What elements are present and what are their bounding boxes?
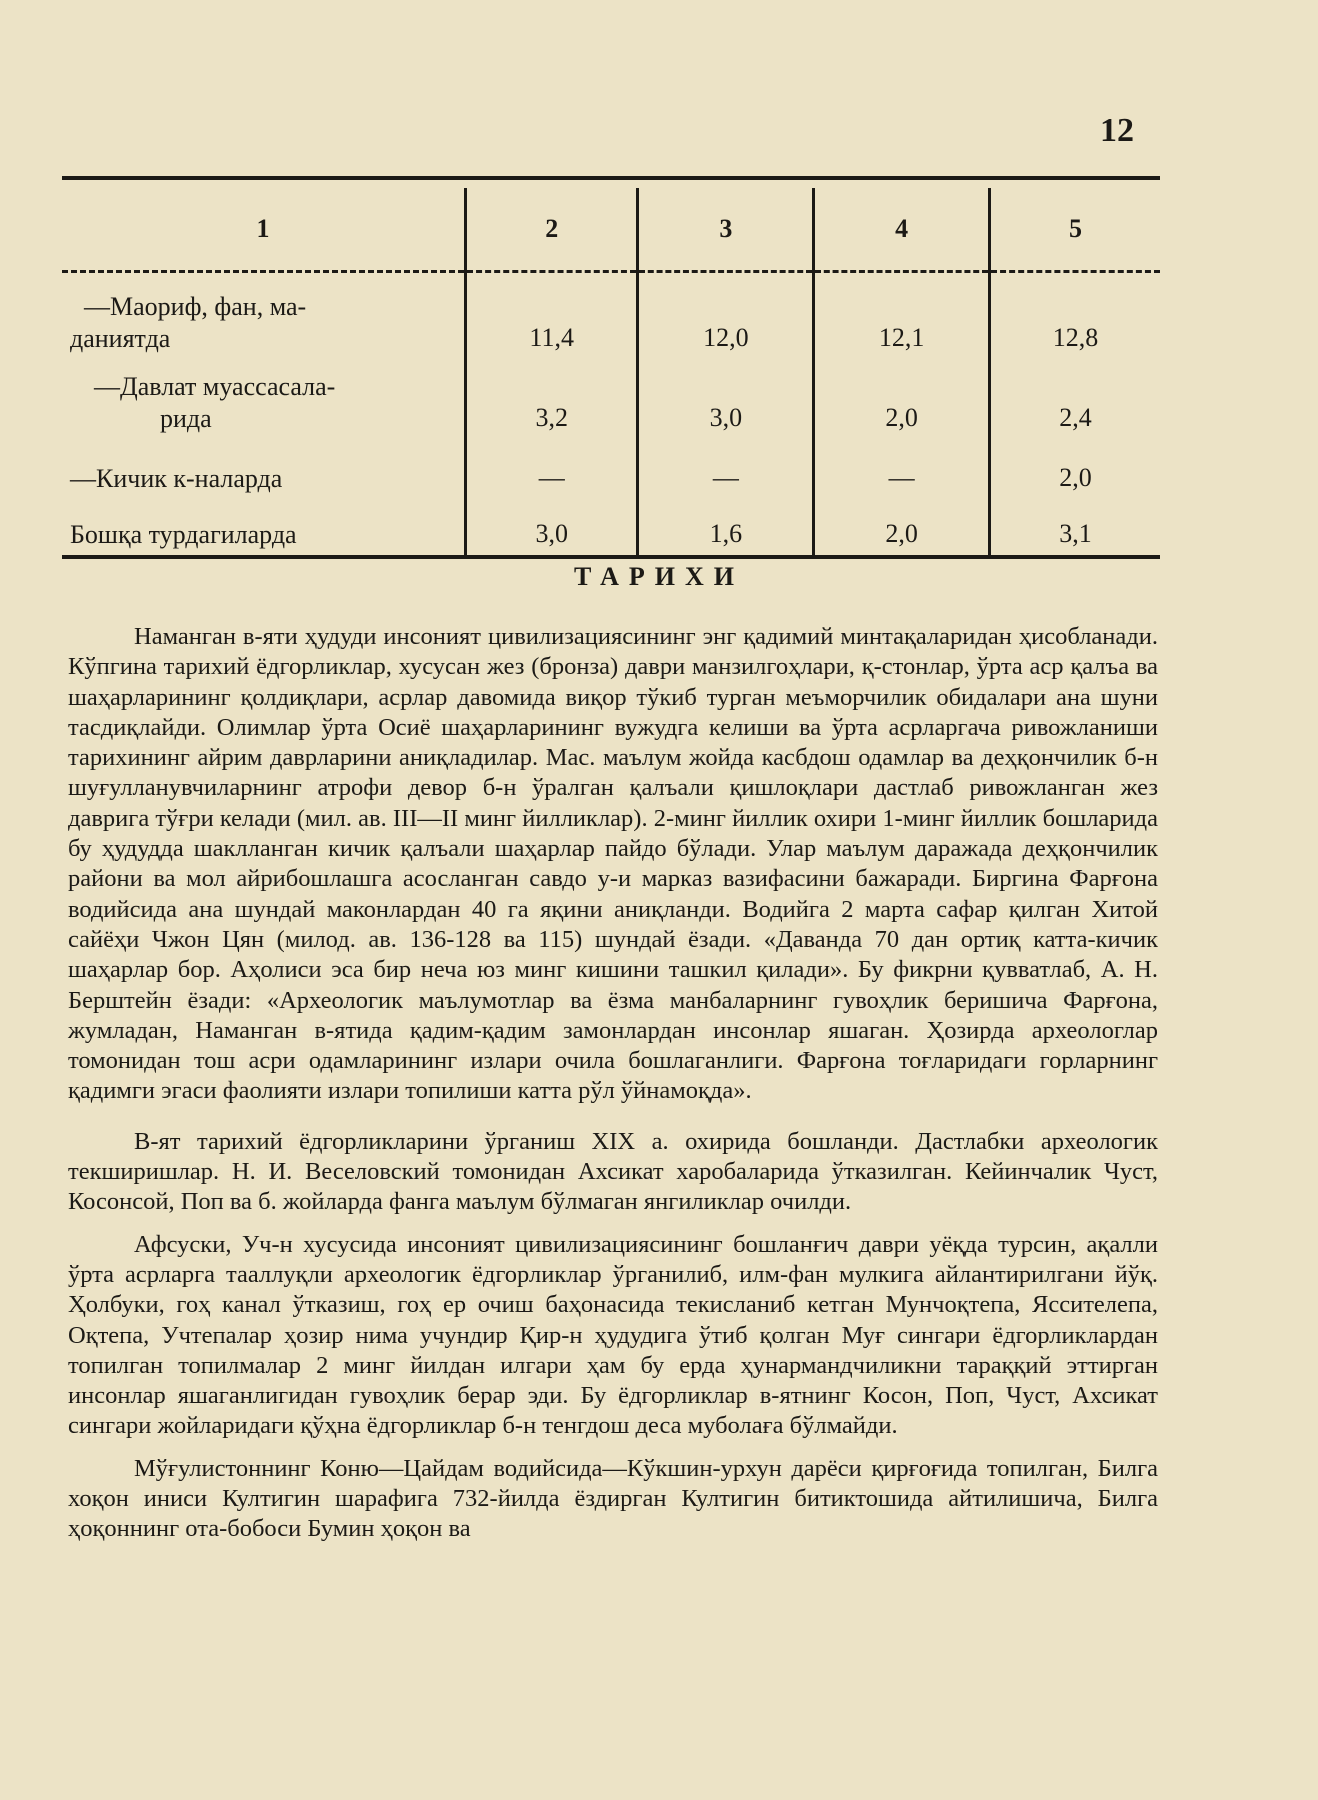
table-cell: — (638, 435, 814, 495)
table-row (62, 495, 1160, 557)
row-label (62, 495, 466, 557)
row-label (62, 272, 466, 356)
row-label-line: —Давлат муассасала- (94, 372, 336, 401)
paragraph: В-ят тарихий ёдгорликларини ўрганиш XIX а. охирида бошланди. Дастлабки археологик текширишлар. Н. И. Веселовский томонидан Ахсикат харобаларида ўтказилган. Кейинчалик Чуст, Косонсой, Поп ва б. жойларда фанга маълум бўлмаган янгиликлар очилди. (68, 1127, 1158, 1216)
row-label-line: —Маориф, фан, ма- (84, 292, 307, 321)
table-cell: — (466, 435, 638, 495)
paragraph: Наманган в-яти ҳудуди инсоният цивилизациясининг энг қадимий минтақаларидан ҳисобланади. Кўпгина тарихий ёдгорликлар, хусусан жез (бронза) даври манзилгоҳлари, қ-стонлар, ўрта аср қалъа ва шаҳарларининг қолдиқлари, асрлар давомида виқор тўкиб турган меъморчилик обидалари ана шуни тасдиқлайди. Олимлар ўрта Осиё шаҳарларининг вужудга келиши ва ўрта асрларгача ривожланиши тарихининг айрим даврларини аниқладилар. Мас. маълум жойда касбдош одамлар ва деҳқончилик б-н шуғулланувчиларнинг атрофи девор б-н ўралган қалъали қишлоқлари дастлаб ривожланган жез даврига тўғри келади (мил. ав. III—II минг йилликлар). 2-минг йиллик охири 1-минг йиллик бошларида бу ҳудудда шаклланган кичик қалъали шаҳарлар пайдо бўлади. Улар маълум даражада деҳқончилик райони ва мол айрибошлашга асосланган савдо у-и марказ вазифасини бажаради. Биргина Фарғона водийсида ана шундай маконлардан 40 га яқини аниқланди. Водийга 2 марта сафар қилган Хитой сайёҳи Чжон Цян (милод. ав. 136-128 ва 115) шундай ёзади. «Даванда 70 дан ортиқ катта-кичик шаҳарлар бор. Аҳолиси эса бир неча юз минг кишини ташкил қилади». Бу фикрни қувватлаб, А. Н. Берштейн ёзади: «Археологик маълумотлар ва ёзма манбаларнинг гувоҳлик беришича Фарғона, жумладан, Наманган в-ятида қадим-қадим замонлардан инсонлар яшаган. Ҳозирда археологлар томонидан тош асри одамларининг излари очила бошлаганлиги. Фарғона тоғларидаги горларнинг қадимги эгаси фаолияти излари топилиши катта рўл ўйнамоқда». (68, 623, 1158, 1105)
article-body (68, 622, 1158, 1545)
row-label (62, 355, 466, 435)
table-row (62, 355, 1160, 435)
row-label-line: —Кичик к-наларда (70, 464, 283, 493)
table-cell: 2,0 (990, 435, 1160, 495)
statistics-table (62, 188, 1160, 559)
column-header-2: 2 (466, 188, 638, 272)
column-header-3: 3 (638, 188, 814, 272)
column-header-1: 1 (62, 188, 466, 272)
table-header-row (62, 188, 1160, 272)
paragraph: Афсуски, Уч-н хусусида инсоният цивилизациясининг бошланғич даври уёқда турсин, ақалли ўрта асрларга тааллуқли археологик ёдгорликлар ўрганилиб, илм-фан мулкига айлантирилгани йўқ. Ҳолбуки, гоҳ канал ўтказиш, гоҳ ер очиш баҳонасида текисланиб кетган Мунчоқтепа, Яссителепа, Оқтепа, Учтепалар ҳозир нима учундир Қир-н ҳудудига ўтиб қолган Муғ сингари ёдгорликлардан топилган топилмалар 2 минг йилдан илгари ҳам бу ерда ҳунармандчиликни тараққий эттирган инсонлар яшаганлигидан гувоҳлик берар эди. Бу ёдгорликлар в-ятнинг Косон, Поп, Чуст, Ахсикат сингари жойларидаги қўҳна ёдгорликлар б-н тенгдош деса муболаға бўлмайди. (68, 1230, 1158, 1440)
page-number: 12 (1100, 112, 1134, 149)
paragraph: Мўғулистоннинг Коню—Цайдам водийсида—Кўкшин-урхун дарёси қирғоғида топилган, Билга хоқон иниси Култигин шарафига 732-йилда ёздирган Култигин битиктошида айтилишича, Билга ҳоқоннинг ота-бобоси Бумин ҳоқон ва (68, 1454, 1158, 1543)
table-cell: 3,0 (638, 355, 814, 435)
table-cell: 3,2 (466, 355, 638, 435)
table-cell: 2,0 (814, 355, 990, 435)
table-cell: — (814, 435, 990, 495)
table-row (62, 435, 1160, 495)
row-label-line: рида (160, 404, 212, 433)
column-header-5: 5 (990, 188, 1160, 272)
row-label (62, 435, 466, 495)
table-cell: 3,1 (990, 495, 1160, 557)
section-title: ТАРИХИ (574, 562, 744, 591)
table-cell: 2,0 (814, 495, 990, 557)
table-cell: 12,0 (638, 272, 814, 356)
table-cell: 3,0 (466, 495, 638, 557)
table-cell: 2,4 (990, 355, 1160, 435)
table-cell: 1,6 (638, 495, 814, 557)
table-cell: 11,4 (466, 272, 638, 356)
row-label-line: даниятда (70, 324, 171, 353)
table-cell: 12,1 (814, 272, 990, 356)
table-row (62, 272, 1160, 356)
row-label-line: Бошқа турдагиларда (70, 520, 297, 549)
column-header-4: 4 (814, 188, 990, 272)
table-cell: 12,8 (990, 272, 1160, 356)
table-top-rule (62, 176, 1160, 180)
